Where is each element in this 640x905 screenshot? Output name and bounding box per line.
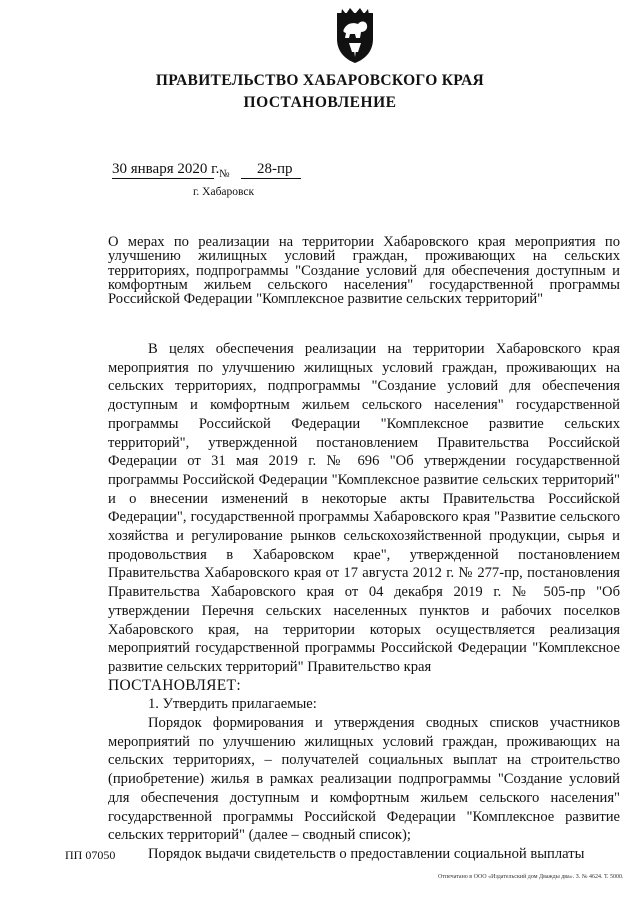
document-number: 28-пр (241, 161, 301, 179)
footer-code: ПП 07050 (65, 848, 116, 862)
document-type: ПОСТАНОВЛЕНИЕ (243, 94, 397, 111)
item-1-heading: 1. Утвердить прилагаемые: (148, 696, 317, 713)
document-title: О мерах по реализации на территории Хабаровского края мероприятия по улучшению жилищных условий граждан, проживающих на сельских территориях, подпрограммы "Создание условий для обеспечения доступным и комфортным жильем сельского населения" государственной программы Российской Федерации "Комплексное развитие сельских территорий" (108, 234, 620, 308)
khabarovsk-coat-of-arms-icon (331, 5, 379, 65)
number-sign: № (219, 168, 230, 180)
item-1-paragraph: Порядок формирования и утверждения сводных списков участников мероприятий по улучшению жилищных условий граждан, проживающих на сельских территориях, – получателей социальных выплат на строительство (приобретение) жилья в рамках реализации подпрограммы "Создание условий для обеспечения доступным и комфортным жильем сельского населения" государственной программы Российской Федерации "Комплексное развитие сельских территорий" (далее – сводный список); (108, 715, 620, 844)
government-name: ПРАВИТЕЛЬСТВО ХАБАРОВСКОГО КРАЯ (155, 72, 485, 89)
resolves-heading: ПОСТАНОВЛЯЕТ: (108, 676, 241, 694)
document-body (108, 340, 620, 864)
item-2-paragraph-start: Порядок выдачи свидетельств о предоставлении социальной выплаты (148, 845, 585, 862)
document-city: г. Хабаровск (193, 186, 255, 198)
document-date: 30 января 2020 г. (112, 161, 220, 177)
print-note: Отпечатано в ООО «Издательский дом Дважды два». З. № 4624. Т. 5000. (438, 874, 624, 880)
preamble-paragraph: В целях обеспечения реализации на территории Хабаровского края мероприятия по улучшению жилищных условий граждан, проживающих на сельских территориях, подпрограммы "Создание условий для обеспечения доступным и комфортным жильем сельского населения" государственной программы Российской Федерации "Комплексное развитие сельских территорий", утвержденной постановлением Правительства Российской Федерации от 31 мая 2019 г. № 696 "Об утверждении государственной программы Российской Федерации "Комплексное развитие сельских территорий" и о внесении изменений в некоторые акты Правительства Российской Федерации", государственной программы Хабаровского края "Развитие сельского хозяйства и регулирование рынков сельскохозяйственной продукции, сырья и продовольствия в Хабаровском крае", утвержденной постановлением Правительства Хабаровского края от 17 августа 2012 г. № 277-пр, постановления Правительства Хабаровского края от 04 декабря 2019 г. № 505-пр "Об утверждении Перечня сельских населенных пунктов и рабочих поселков Хабаровского края, на территории которых осуществляется реализация мероприятий государственной программы Российской Федерации "Комплексное развитие сельских территорий" Правительство края (108, 341, 620, 675)
